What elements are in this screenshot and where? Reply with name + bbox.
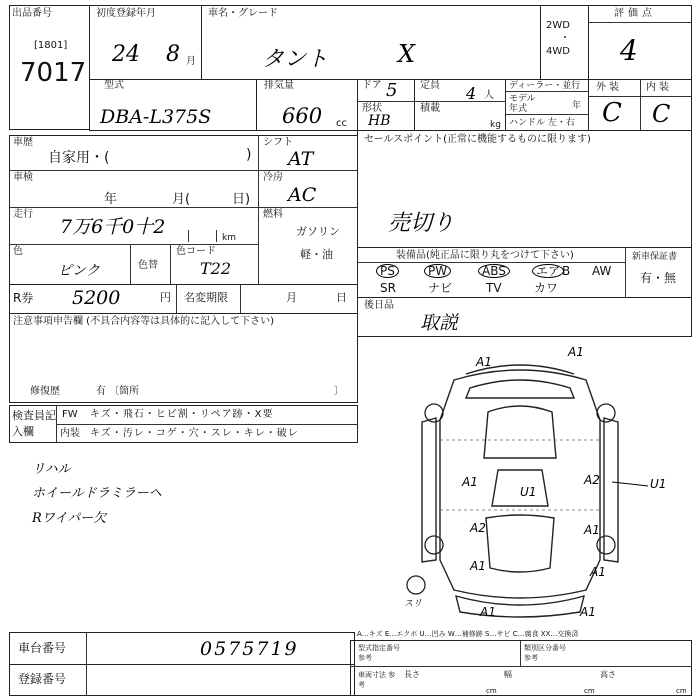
nc-month: 月 bbox=[286, 291, 297, 304]
mark-right-quarter: A1 bbox=[590, 565, 606, 579]
mark-wheel-scratch: スリ bbox=[404, 599, 423, 609]
repair-label: 修復歴 bbox=[30, 386, 60, 397]
inspection-month: 月( bbox=[172, 192, 191, 207]
score-label: 評価点 bbox=[614, 8, 656, 19]
mark-roof: U1 bbox=[520, 485, 537, 499]
lot-code: [1801] bbox=[34, 40, 68, 51]
first-reg-month: 8 bbox=[166, 42, 180, 67]
equip-abs: ABS bbox=[478, 264, 510, 278]
mark-right-rear: A1 bbox=[584, 523, 600, 537]
first-reg-year: 24 bbox=[112, 42, 140, 67]
manager-label: 型式指定番号 参考 bbox=[358, 644, 400, 662]
int-items: キズ・汚レ・コゲ・穴・スレ・キレ・破レ bbox=[90, 428, 299, 439]
sales-text: 売切り bbox=[388, 211, 455, 236]
width-cm: cm bbox=[584, 687, 595, 695]
km-unit: km bbox=[222, 233, 236, 243]
score: 4 bbox=[620, 34, 638, 67]
r-split bbox=[176, 284, 177, 314]
inspection-day: 日) bbox=[232, 192, 251, 207]
equip-sr: SR bbox=[380, 281, 396, 295]
equip-split bbox=[625, 247, 626, 298]
accessories-label: 後日品 bbox=[364, 300, 394, 311]
grades-divider bbox=[640, 79, 641, 131]
handle-label: ハンドル 左・右 bbox=[509, 118, 575, 128]
color-value: ピンク bbox=[58, 263, 100, 279]
car-name-label: 車名・グレード bbox=[208, 8, 278, 19]
r-ticket-label: R券 bbox=[13, 291, 34, 305]
length-label: 長さ bbox=[404, 670, 420, 679]
repair-close: 〕 bbox=[334, 386, 344, 397]
width-label: 幅 bbox=[504, 670, 512, 679]
height-label: 高さ bbox=[600, 670, 616, 679]
kg-unit: kg bbox=[490, 120, 501, 130]
capacity-label: 定員 bbox=[420, 80, 440, 91]
class-label: 類別区分番号 参考 bbox=[524, 644, 566, 662]
inspection-divider bbox=[9, 207, 258, 208]
chassis: 0575719 bbox=[200, 638, 299, 660]
equip-label: 装備品(純正品に限り丸をつけて下さい) bbox=[396, 250, 574, 261]
year-unit: 年 bbox=[572, 101, 582, 111]
r-split-2 bbox=[240, 284, 241, 314]
mark-rear-right: A1 bbox=[580, 605, 596, 619]
lot-number: 7017 bbox=[20, 58, 87, 88]
cc-unit: cc bbox=[336, 118, 347, 129]
sales-label: セールスポイント(正常に機能するものに限ります) bbox=[364, 134, 591, 145]
mileage-label: 走行 bbox=[13, 209, 33, 220]
size-label: 車両寸法 参考 bbox=[358, 671, 396, 689]
note-2: ホイールドラミラーヘ bbox=[32, 486, 162, 501]
first-reg-label: 初度登録年月 bbox=[96, 8, 156, 19]
int-label: 内装 bbox=[60, 428, 80, 439]
note-3: Rワイパー欠 bbox=[32, 511, 107, 526]
interior-label: 内装 bbox=[646, 82, 672, 93]
interior-grade: C bbox=[652, 100, 671, 128]
drive-dot: ・ bbox=[560, 33, 570, 44]
color-split bbox=[130, 244, 131, 285]
inspection-label: 車検 bbox=[13, 172, 33, 183]
color-swap-label: 色替 bbox=[138, 260, 158, 271]
drive-2wd: 2WD bbox=[546, 20, 570, 31]
person-unit: 人 bbox=[484, 90, 494, 101]
fuel-gasoline: ガソリン bbox=[296, 225, 340, 238]
equip-aw: AW bbox=[592, 264, 612, 278]
equip-navi: ナビ bbox=[428, 281, 453, 295]
color-code-label: 色コード bbox=[176, 246, 216, 257]
doors: 5 bbox=[386, 80, 398, 101]
inspector-label: 検査員記入欄 bbox=[12, 409, 56, 438]
warranty-label: 新車保証書 bbox=[632, 252, 678, 262]
note-1: リハル bbox=[32, 462, 71, 477]
history-close: ) bbox=[246, 147, 252, 163]
door-label: ドア bbox=[362, 80, 382, 91]
equip-air: エア bbox=[532, 264, 564, 278]
ref-split bbox=[520, 640, 521, 666]
shift-divider bbox=[258, 170, 358, 171]
left-split bbox=[258, 135, 259, 285]
accessories-box bbox=[357, 297, 692, 337]
mileage-tick-1 bbox=[188, 230, 189, 242]
warranty-value: 有・無 bbox=[640, 271, 677, 285]
grade: X bbox=[398, 40, 416, 68]
ref-hsplit bbox=[350, 666, 692, 667]
capacity: 4 bbox=[466, 84, 477, 103]
dealer-label: ディーラー・並行 bbox=[509, 81, 581, 91]
equip-b: B bbox=[562, 264, 571, 278]
length-cm: cm bbox=[486, 687, 497, 695]
month-unit: 月 bbox=[186, 56, 196, 67]
inspection-year: 年 bbox=[104, 192, 118, 207]
mark-left-rear-door: A2 bbox=[470, 521, 486, 535]
dealer-divider bbox=[505, 91, 589, 92]
color-label: 色 bbox=[13, 246, 23, 257]
accessories: 取説 bbox=[420, 312, 459, 334]
equip-pw: PW bbox=[424, 264, 451, 278]
mark-front-left: A1 bbox=[476, 355, 492, 369]
ac-label: 冷房 bbox=[263, 172, 283, 183]
shape-label: 形状 bbox=[362, 103, 382, 114]
mileage-divider bbox=[9, 244, 258, 245]
fw-label: FW bbox=[62, 409, 78, 420]
color-code: T22 bbox=[200, 259, 232, 278]
shift-label: シフト bbox=[263, 137, 293, 148]
color-split-2 bbox=[170, 244, 171, 285]
inspector-hsplit bbox=[56, 424, 358, 425]
displacement-label: 排気量 bbox=[264, 80, 294, 91]
repair-value: 有 〔箇所 bbox=[96, 386, 140, 397]
notice-label: 注意事項申告欄 (不具合内容等は具体的に記入して下さい) bbox=[13, 316, 274, 327]
shape: HB bbox=[368, 113, 391, 129]
ac-divider bbox=[258, 207, 358, 208]
mark-right-door: A2 bbox=[584, 473, 600, 487]
reg-label: 登録番号 bbox=[18, 672, 67, 686]
load-label: 積載 bbox=[420, 103, 440, 114]
equip-leather: カワ bbox=[534, 281, 559, 295]
displacement: 660 bbox=[282, 104, 323, 128]
door-divider bbox=[357, 101, 415, 102]
capacity-divider bbox=[414, 101, 506, 102]
ac: AC bbox=[288, 184, 317, 206]
mark-rear-left: A1 bbox=[480, 605, 496, 619]
grades-hdivider bbox=[588, 96, 692, 97]
chassis-split bbox=[86, 632, 87, 665]
mark-right-side: U1 bbox=[650, 477, 667, 491]
mark-front-right: A1 bbox=[568, 345, 584, 359]
car-name: タント bbox=[262, 47, 329, 72]
history-value: 自家用・( bbox=[48, 150, 110, 166]
mark-left-door: A1 bbox=[462, 475, 478, 489]
equip-hsplit bbox=[357, 262, 625, 263]
chassis-label: 車台番号 bbox=[18, 641, 67, 655]
legend: A…キズ E…エクボ U…凹み W…補修跡 S…サビ C…腐食 XX…交換済 bbox=[357, 630, 579, 638]
mileage: 7万6千0十2 bbox=[60, 216, 166, 238]
model: DBA-L375S bbox=[100, 106, 212, 128]
height-cm: cm bbox=[676, 687, 687, 695]
equip-ps: PS bbox=[376, 264, 399, 278]
shift: AT bbox=[288, 148, 314, 170]
yen-unit: 円 bbox=[160, 291, 171, 304]
exterior-label: 外装 bbox=[596, 82, 622, 93]
r-ticket: 5200 bbox=[72, 287, 121, 309]
lot-label: 出品番号 bbox=[12, 8, 52, 19]
history-label: 車歴 bbox=[13, 137, 33, 148]
fw-items: キズ・飛石・ヒビ割・リペア跡・X要 bbox=[90, 409, 274, 420]
reg-split bbox=[86, 664, 87, 696]
fuel-label: 燃料 bbox=[263, 209, 283, 220]
mileage-tick-2 bbox=[216, 230, 217, 242]
score-divider bbox=[588, 22, 692, 23]
model-year-label: モデル年式 bbox=[509, 94, 536, 114]
dealer-divider-2 bbox=[505, 114, 589, 115]
mark-left-quarter: A1 bbox=[470, 559, 486, 573]
name-change-label: 名変期限 bbox=[184, 291, 228, 304]
exterior-grade: C bbox=[602, 98, 622, 128]
history-divider bbox=[9, 170, 258, 171]
equip-tv: TV bbox=[486, 281, 502, 295]
fuel-light: 軽・油 bbox=[300, 248, 333, 261]
nc-day: 日 bbox=[336, 291, 347, 304]
model-label: 型式 bbox=[104, 80, 124, 91]
drive-4wd: 4WD bbox=[546, 46, 570, 57]
